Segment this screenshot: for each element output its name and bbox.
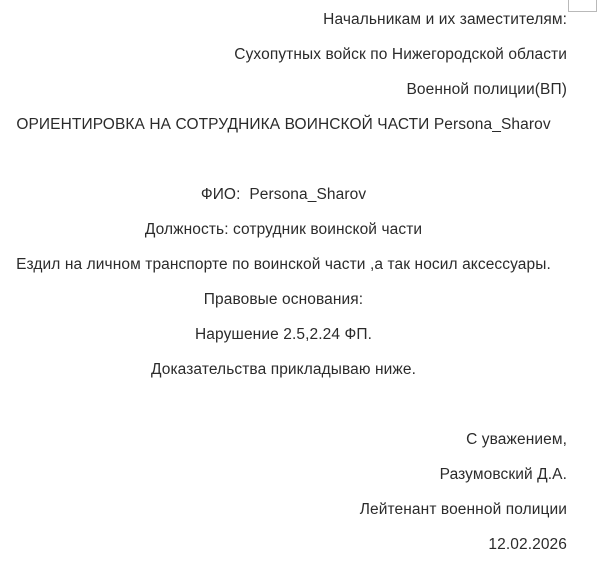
violation-clause: Нарушение 2.5,2.24 ФП. [195, 326, 372, 343]
evidence-note: Доказательства прикладываю ниже. [150, 361, 417, 378]
recipient-line-2: Сухопутных войск по Нижегородской области [234, 46, 567, 63]
date-line: 12.02.2026 [488, 536, 567, 553]
signer-name: Разумовский Д.А. [439, 466, 567, 483]
cropped-corner-box [568, 0, 597, 12]
blank-line [0, 387, 567, 422]
violation-description: Ездил на личном транспорте по воинской части ,а так носил аксессуары. [16, 256, 551, 273]
fio-line: ФИО: Persona_Sharov [200, 186, 367, 203]
position-line: Должность: сотрудник воинской части [144, 221, 423, 238]
legal-basis-label: Правовые основания: [203, 291, 364, 308]
signer-rank: Лейтенант военной полиции [359, 501, 567, 518]
recipient-line-3: Военной полиции(ВП) [406, 81, 567, 98]
recipient-line-1: Начальникам и их заместителям: [323, 11, 567, 28]
blank-line [0, 142, 567, 177]
closing-line: С уважением, [466, 431, 567, 448]
document-title: ОРИЕНТИРОВКА НА СОТРУДНИКА ВОИНСКОЙ ЧАСТИ Persona_Sharov [16, 116, 551, 133]
